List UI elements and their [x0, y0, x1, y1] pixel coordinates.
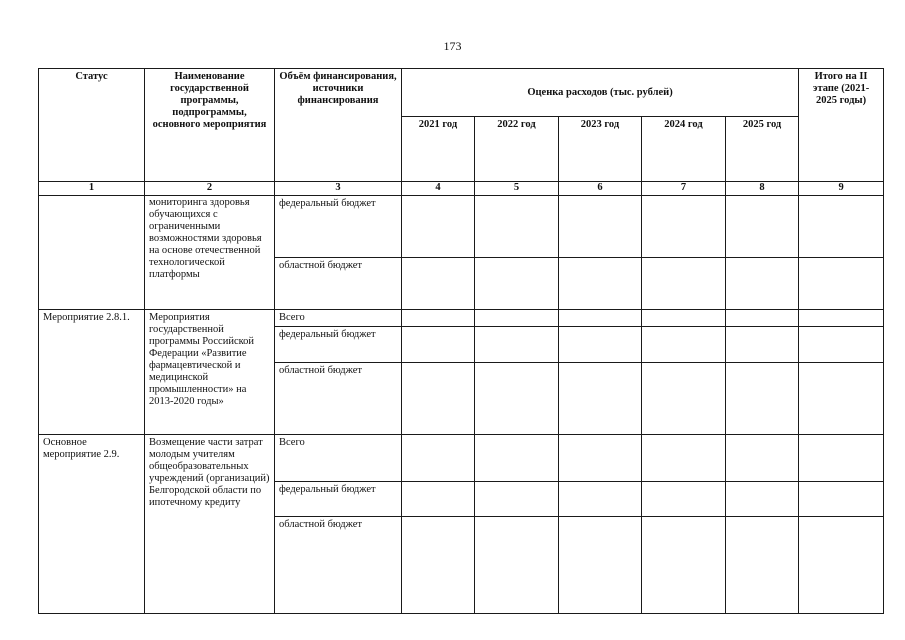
value-cell: [726, 517, 799, 614]
value-cell: [799, 482, 884, 517]
value-cell: [726, 195, 799, 257]
name-cell: мониторинга здоровья обучающихся с ограниченными возможностями здоровья на основе отечественной технологической платформы: [145, 195, 275, 310]
status-cell: Мероприятие 2.8.1.: [39, 310, 145, 435]
value-cell: [475, 434, 559, 481]
value-cell: [799, 258, 884, 310]
value-cell: [402, 195, 475, 257]
value-cell: [642, 482, 726, 517]
value-cell: [642, 434, 726, 481]
value-cell: [559, 482, 642, 517]
column-number: 8: [726, 181, 799, 195]
header-year-2024: 2024 год: [642, 117, 726, 181]
table-row: [39, 434, 884, 481]
source-cell: федеральный бюджет: [275, 327, 402, 362]
value-cell: [402, 517, 475, 614]
source-cell: областной бюджет: [275, 517, 402, 614]
value-cell: [799, 517, 884, 614]
name-cell: Возмещение части затрат молодым учителям общеобразовательных учреждений (организаций) Белгородской области по ипотечному кредиту: [145, 434, 275, 613]
value-cell: [475, 517, 559, 614]
source-cell: областной бюджет: [275, 258, 402, 310]
page-number: 173: [443, 39, 462, 53]
value-cell: [475, 310, 559, 327]
value-cell: [799, 362, 884, 434]
header-year-2021: 2021 год: [402, 117, 475, 181]
table-row: [39, 310, 884, 327]
value-cell: [799, 327, 884, 362]
value-cell: [726, 434, 799, 481]
value-cell: [402, 434, 475, 481]
value-cell: [799, 195, 884, 257]
value-cell: [559, 327, 642, 362]
value-cell: [559, 258, 642, 310]
header-status: Статус: [39, 69, 145, 182]
value-cell: [402, 258, 475, 310]
source-cell: областной бюджет: [275, 362, 402, 434]
value-cell: [402, 310, 475, 327]
column-number: 7: [642, 181, 726, 195]
header-estimate: Оценка расходов (тыс. рублей): [402, 69, 799, 117]
value-cell: [726, 327, 799, 362]
value-cell: [559, 362, 642, 434]
source-cell: федеральный бюджет: [275, 195, 402, 257]
source-cell: федеральный бюджет: [275, 482, 402, 517]
value-cell: [642, 327, 726, 362]
column-number: 4: [402, 181, 475, 195]
value-cell: [475, 362, 559, 434]
financing-table: [38, 68, 884, 614]
header-total: Итого на II этапе (2021-2025 годы): [799, 69, 884, 182]
value-cell: [642, 310, 726, 327]
value-cell: [402, 482, 475, 517]
value-cell: [642, 258, 726, 310]
column-number: 5: [475, 181, 559, 195]
source-cell: Всего: [275, 310, 402, 327]
column-number: 6: [559, 181, 642, 195]
header-year-2022: 2022 год: [475, 117, 559, 181]
value-cell: [559, 195, 642, 257]
header-row-1: [39, 69, 884, 117]
header-year-2023: 2023 год: [559, 117, 642, 181]
value-cell: [799, 434, 884, 481]
column-numbers-row: [39, 181, 884, 195]
value-cell: [799, 310, 884, 327]
value-cell: [559, 517, 642, 614]
table-row: [39, 195, 884, 257]
value-cell: [726, 482, 799, 517]
value-cell: [402, 362, 475, 434]
header-year-2025: 2025 год: [726, 117, 799, 181]
value-cell: [642, 517, 726, 614]
column-number: 9: [799, 181, 884, 195]
value-cell: [726, 362, 799, 434]
column-number: 1: [39, 181, 145, 195]
value-cell: [475, 258, 559, 310]
value-cell: [726, 310, 799, 327]
column-number: 2: [145, 181, 275, 195]
value-cell: [475, 195, 559, 257]
value-cell: [475, 482, 559, 517]
header-volume: Объём финансирования, источники финансирования: [275, 69, 402, 182]
value-cell: [642, 362, 726, 434]
column-number: 3: [275, 181, 402, 195]
value-cell: [475, 327, 559, 362]
source-cell: Всего: [275, 434, 402, 481]
value-cell: [559, 434, 642, 481]
value-cell: [402, 327, 475, 362]
header-name: Наименование государственной программы, подпрограммы, основного мероприятия: [145, 69, 275, 182]
status-cell: [39, 195, 145, 310]
value-cell: [642, 195, 726, 257]
value-cell: [726, 258, 799, 310]
name-cell: Мероприятия государственной программы Российской Федерации «Развитие фармацевтической и медицинской промышленности» на 2013-2020 годы»: [145, 310, 275, 435]
value-cell: [559, 310, 642, 327]
status-cell: Основное мероприятие 2.9.: [39, 434, 145, 613]
